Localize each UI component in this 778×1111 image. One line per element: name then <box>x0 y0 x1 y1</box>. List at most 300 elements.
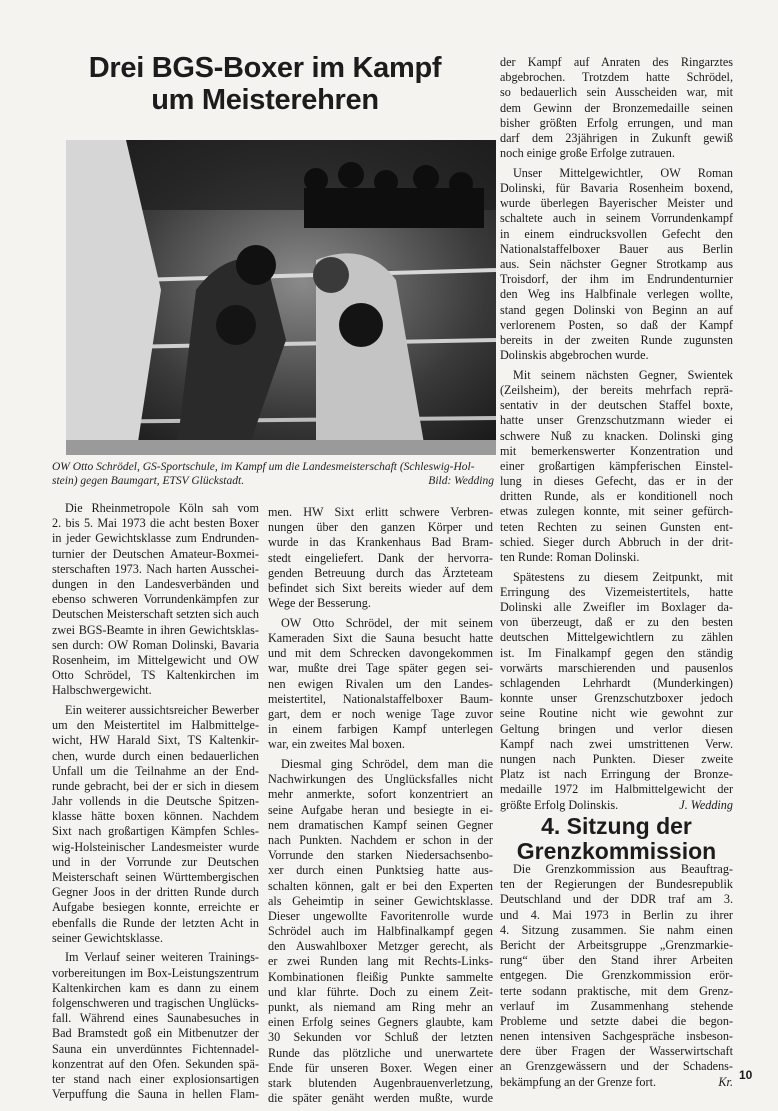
paragraph <box>52 501 259 698</box>
text-line-content: war, mußte drei Tage später gegen sei- <box>268 661 493 676</box>
text-line-content: war, ein zweites Mal boxen. <box>268 737 405 752</box>
text-line-content: Spätestens zu diesem Zeitpunkt, mit <box>513 569 733 584</box>
text-line-content: Kameraden Sixt die Sauna besucht hatte <box>268 631 493 645</box>
text-line <box>52 547 259 562</box>
text-line <box>268 909 493 924</box>
text-line <box>500 676 733 691</box>
second-article-heading <box>500 814 733 864</box>
text-line-content: in einem eindrucksvollen Gefecht den <box>500 226 733 241</box>
text-line-content: Die Rheinmetropole Köln sah vom <box>65 501 259 515</box>
text-line-content: xer durch einen Punktsieg hatte aus- <box>268 863 493 878</box>
text-line <box>52 703 259 718</box>
text-line <box>52 764 259 779</box>
text-line-content: stedt eingeliefert. Dank der hervorra- <box>268 550 493 565</box>
text-line-content: Meisterschaft seinen Württembergischen <box>52 870 259 884</box>
text-line <box>52 931 259 946</box>
text-line <box>500 444 733 459</box>
text-line-content: seiner Gewichtsklasse. <box>52 930 164 945</box>
text-line <box>52 1042 259 1057</box>
text-line-content: dritten Runde, als er konditionell noch <box>500 489 733 504</box>
text-line-content: bekämpfung an der Grenze fort. <box>500 1074 656 1089</box>
text-line-content: 4. Sitzung zusammen. Sie nahm einen <box>500 922 733 937</box>
text-line-content: Mit seinem nächsten Gegner, Swientek <box>513 367 733 382</box>
text-line <box>268 1091 493 1106</box>
text-line <box>52 501 259 516</box>
text-line <box>268 707 493 722</box>
text-line <box>268 757 493 772</box>
text-line <box>52 638 259 653</box>
text-line-content: OW Otto Schrödel, der mit seinem <box>281 615 493 630</box>
text-line <box>500 85 733 100</box>
text-line-content: teten Rechten zu seinen Gunsten ent- <box>500 519 733 534</box>
text-line <box>500 1044 733 1059</box>
text-line <box>268 1030 493 1045</box>
text-line-content: Kampf nach zwei umstrittenen Verw. <box>500 736 733 751</box>
text-line-content: schalten können, galt er bei den Experten <box>268 878 493 893</box>
text-line <box>500 782 733 797</box>
text-line-content: runde gebracht, bei der er sich in diesem <box>52 778 259 793</box>
text-line <box>500 737 733 752</box>
text-line <box>500 600 733 615</box>
text-line <box>500 272 733 287</box>
text-line <box>268 772 493 787</box>
text-line <box>268 1061 493 1076</box>
text-line-content: Ende für unseren Boxer. Wegen einer <box>268 1060 493 1075</box>
text-line <box>500 257 733 272</box>
text-line-content: schlagenden Lehrhardt (Munderkingen) <box>500 676 733 690</box>
text-line <box>500 1029 733 1044</box>
text-line-content: verlorenem Posten, so daß der Kampf <box>500 317 733 332</box>
text-line-content: meistertitel, Nationalstaffelboxer Baum- <box>268 691 493 706</box>
text-line <box>52 855 259 870</box>
text-line <box>500 429 733 444</box>
text-line <box>268 566 493 581</box>
text-line <box>52 1072 259 1087</box>
text-line-content: wig-Holsteinischer Landesmeister wurde <box>52 839 259 854</box>
text-line-content: Deutschland und der DDR traf am 3. <box>500 892 733 907</box>
text-line <box>52 779 259 794</box>
text-line <box>500 318 733 333</box>
text-line-content: Bericht der Arbeitsgruppe „Grenzmarkie- <box>500 937 733 952</box>
photo-caption <box>52 460 494 488</box>
text-line-content: etwas zulegen konnte, mit seiner gefürch- <box>500 504 733 519</box>
text-line <box>268 520 493 535</box>
text-line-content: Dolinski alle Zweifler im Boxlager da- <box>500 600 733 615</box>
text-line <box>52 950 259 965</box>
text-line-content: folgenschweren und tragischen Unglücks- <box>52 996 259 1010</box>
text-line <box>268 692 493 707</box>
text-line <box>268 581 493 596</box>
paragraph <box>268 616 493 753</box>
text-line <box>500 767 733 782</box>
text-line-content: seine Routine nicht wie gewohnt zur <box>500 706 733 721</box>
text-line-content: und 4. Mai 1973 in Berlin zu ihrer <box>500 907 733 922</box>
text-line-content: rung“ über den Stand ihrer Arbeiten <box>500 953 733 968</box>
paragraph <box>52 950 259 1102</box>
text-line-content: in jeder Gewichtsklasse zum Endrunden- <box>52 531 259 546</box>
text-line-content: er zwei Runden lang mit Rechts-Links- <box>268 954 493 969</box>
text-line <box>52 794 259 809</box>
text-line <box>500 798 733 813</box>
text-line <box>268 737 493 752</box>
text-line <box>500 752 733 767</box>
text-line <box>500 630 733 645</box>
text-line-content: nen ewigen Rivalen um den Landes- <box>268 676 493 691</box>
photo-credit: Bild: Wedding <box>428 475 494 487</box>
text-line-content: und klar führte. Doch zu einem Zeit- <box>268 984 493 999</box>
text-line-content: Bad Bramstedt goß ein Mitbenutzer der <box>52 1026 259 1041</box>
text-line-content: Platz ist nach Erringung der Bronze- <box>500 767 733 782</box>
text-line <box>500 722 733 737</box>
text-line-content: Jahr vollends in die Deutsche Spitzen- <box>52 794 259 809</box>
text-line <box>52 1057 259 1072</box>
text-line-content: stark blutenden Augenbrauenverletzung, <box>268 1075 493 1090</box>
text-line <box>500 646 733 661</box>
text-line-content: Rosenheim, im Mittelgewicht und OW <box>52 652 259 667</box>
text-line-content: wurde in das Krankenhaus Bad Bram- <box>268 535 493 550</box>
text-line <box>500 287 733 302</box>
text-line <box>268 833 493 848</box>
text-line <box>500 101 733 116</box>
text-line-content: einen Erfolg seines Gegners glaubte, kam <box>268 1015 493 1030</box>
text-line <box>500 968 733 983</box>
text-line <box>268 970 493 985</box>
text-line-content: chen, wurde durch einen bedauerlichen <box>52 748 259 763</box>
text-line <box>268 722 493 737</box>
text-line <box>268 535 493 550</box>
body-column-3 <box>500 55 733 817</box>
text-line <box>500 242 733 257</box>
text-line <box>500 303 733 318</box>
text-line-content: terte sodann praktische, mit dem Grenz- <box>500 983 733 998</box>
text-line-content: konnte unser Grenzschutzboxer jedoch <box>500 691 733 706</box>
text-line-content: in einem farbigen Kampf unterlegen <box>268 722 493 737</box>
text-line <box>52 531 259 546</box>
text-line <box>52 718 259 733</box>
text-line-content: schaltete auch in seinem Vorrundenkampf <box>500 211 733 226</box>
text-line <box>52 733 259 748</box>
text-line-content: Unser Mittelgewichtler, OW Roman <box>513 165 733 180</box>
text-line <box>500 535 733 550</box>
text-line-content: Diesmal ging Schrödel, dem man die <box>281 757 493 771</box>
text-line-content: vorbereitungen im Box-Leistungszentrum <box>52 965 259 980</box>
text-line-content: Unfall um die Teilnahme an der End- <box>52 763 259 778</box>
text-line-content: den Auswahlboxer Metzger gerecht, als <box>268 939 493 954</box>
caption-line-1: OW Otto Schrödel, GS-Sportschule, im Kampf um die Landesmeisterschaft (Schleswig-Hol- <box>52 461 475 473</box>
text-line-content: Otto Schrödel, TS Kaltenkirchen im <box>52 668 259 683</box>
text-line-content: noch einige große Erfolge zutrauen. <box>500 146 675 161</box>
text-line-content: nenen intensiven Sachgespräche insbeson- <box>500 1029 733 1044</box>
text-line-content: ist. Im Finalkampf gegen den ständig <box>500 645 733 660</box>
text-line-content: Schrödel auch im Halbfinalkampf gegen <box>268 924 493 939</box>
text-line-content: Im Verlauf seiner weiteren Trainings- <box>65 950 259 965</box>
text-line <box>268 954 493 969</box>
paragraph <box>500 55 733 161</box>
text-line <box>500 953 733 968</box>
text-line-content: Ein weiterer aussichtsreicher Bewerber <box>65 702 259 717</box>
text-line-content: einer großartigen kämpferischen Einstel- <box>500 458 733 473</box>
body-column-1 <box>52 501 259 1107</box>
text-line-content: Sauna ein unverdünntes Fichtennadel- <box>52 1041 259 1056</box>
text-line-content: Sixt nach großartigen Kämpfen Schles- <box>52 824 259 839</box>
text-line <box>52 885 259 900</box>
text-line-content: wicht, HW Harald Sixt, TS Kaltenkir- <box>52 733 259 748</box>
text-line <box>500 550 733 565</box>
text-line-content: Gegner Joos in der dritten Runde durch <box>52 885 259 900</box>
text-line-content: Probleme und setzte dabei die begon- <box>500 1013 733 1028</box>
text-line <box>268 818 493 833</box>
text-line <box>52 577 259 592</box>
text-line <box>268 505 493 520</box>
text-line-content: punkt, als niemand am Ring mehr an <box>268 1000 493 1014</box>
text-line-content: Aufgabe besiegen konnte, erreichte er <box>52 900 259 915</box>
text-line <box>52 668 259 683</box>
heading-line-1: 4. Sitzung der <box>541 813 692 839</box>
text-line <box>500 459 733 474</box>
text-line <box>52 996 259 1011</box>
text-line <box>52 592 259 607</box>
text-line-content: sen durch: OW Roman Dolinski, Bavaria <box>52 637 259 652</box>
text-line-content: entgegen. Die Grenzkommission erör- <box>500 968 733 983</box>
text-line <box>268 646 493 661</box>
text-line-content: Dolinski, für Bavaria Rosenheim boxend, <box>500 181 733 195</box>
text-line-content: Runde das plötzliche und unerwartete <box>268 1045 493 1060</box>
text-line-content: an Grenzgewässern und der Schadens- <box>500 1059 733 1074</box>
text-line <box>52 1087 259 1102</box>
text-line-content: Erringung des Vizemeistertitels, hatte <box>500 584 733 599</box>
text-line-content: Verpuffung die Sauna in hellen Flam- <box>52 1087 259 1102</box>
paragraph <box>500 368 733 565</box>
text-line <box>500 908 733 923</box>
text-line-content: ten Runde: Roman Dolinski. <box>500 550 640 564</box>
text-line-content: hatte unser Grenzschutzmann wieder ei <box>500 413 733 428</box>
text-line <box>268 894 493 909</box>
text-line-content: aus. Sein nächster Gegner Strotkamp aus <box>500 256 733 271</box>
text-line-content: ebenfalls die Runde der letzten Acht in <box>52 915 259 930</box>
text-line-content: genden Betreuung durch das Ärzteteam <box>268 565 493 580</box>
text-line <box>268 1046 493 1061</box>
text-line <box>500 348 733 363</box>
text-line-content: darf dem 23jährigen in Zukunft gewiß <box>500 130 733 145</box>
text-line-content: ebenso schweren Vorrundenkämpfen zur <box>52 592 259 607</box>
text-line <box>52 516 259 531</box>
text-line-content: mehr anmerkte, sofort konzentriert an <box>268 787 493 802</box>
text-line <box>268 1076 493 1091</box>
text-line <box>500 984 733 999</box>
text-line <box>52 562 259 577</box>
text-line <box>500 1059 733 1074</box>
text-line <box>500 706 733 721</box>
text-line <box>500 504 733 519</box>
text-line <box>500 615 733 630</box>
text-line <box>52 607 259 622</box>
text-line <box>500 181 733 196</box>
text-line <box>500 116 733 131</box>
text-line-content: vorwärts marschierenden und pausenlos <box>500 660 733 675</box>
text-line-content: größte Erfolg Dolinskis. <box>500 797 619 812</box>
text-line-content: Vorrunde den starken Niedersachsenbo- <box>268 848 493 863</box>
text-line <box>268 1000 493 1015</box>
text-line <box>500 131 733 146</box>
text-line-content: medaille 1972 im Halbmittelgewicht der <box>500 782 733 797</box>
paragraph <box>268 757 493 1106</box>
text-line-content: so bedauerlich sein Ausscheiden war, mit <box>500 85 733 100</box>
text-line-content: dungen in den Landesverbänden und <box>52 576 259 591</box>
text-line-content: und in der Vorrunde zur Deutschen <box>52 854 259 869</box>
text-line-content: fall. Während eines Saunabesuches in <box>52 1011 259 1026</box>
text-line <box>52 981 259 996</box>
caption-line-2: stein) gegen Baumgart, ETSV Glückstadt. <box>52 475 245 487</box>
text-line-content: 2. bis 5. Mai 1973 die acht besten Boxer <box>52 516 259 531</box>
text-line <box>268 848 493 863</box>
text-line-content: 30 Sekunden vor Schluß der letzten <box>268 1030 493 1045</box>
text-line <box>268 596 493 611</box>
text-line-content: sterschaften 1973. Nach harten Ausschei- <box>52 561 259 576</box>
text-line <box>500 196 733 211</box>
text-line <box>52 916 259 931</box>
text-line <box>500 862 733 877</box>
text-line-content: turnier der Deutschen Amateur-Boxmei- <box>52 546 259 561</box>
text-line <box>268 924 493 939</box>
text-line-content: Dieser ungewollte Favoritenrolle wurde <box>268 908 493 923</box>
text-line-content: bereits in der zweiten Runde zugunsten <box>500 332 733 347</box>
page-number: 10 <box>739 1068 753 1082</box>
text-line <box>500 489 733 504</box>
text-line-content: (Zeilsheim), der bereits mehrfach reprä- <box>500 382 733 397</box>
text-line <box>52 749 259 764</box>
text-line <box>268 631 493 646</box>
text-line-content: Troisdorf, der ihm im Endrundenturnier <box>500 272 733 287</box>
article-title <box>60 52 470 116</box>
text-line-content: lung in dieses Gefecht, das er in der <box>500 474 733 489</box>
text-line <box>500 877 733 892</box>
paragraph <box>500 166 733 363</box>
text-line <box>52 900 259 915</box>
text-line-content: der Kampf auf Anraten des Ringarztes <box>500 55 733 69</box>
text-line-content: mit bemerkenswerter Konzentration und <box>500 443 733 458</box>
text-line <box>500 691 733 706</box>
paragraph <box>52 703 259 946</box>
text-line-content: sentativ in der deutschen Staffel boxte, <box>500 398 733 413</box>
text-line <box>268 551 493 566</box>
text-line <box>268 985 493 1000</box>
text-line <box>500 55 733 70</box>
text-line-content: und mit dem Schrecken davongekommen <box>268 646 493 661</box>
text-line <box>268 863 493 878</box>
text-line <box>268 1015 493 1030</box>
text-line-content: men. HW Sixt erlitt schwere Verbren- <box>268 505 493 519</box>
second-article-body <box>500 862 733 1094</box>
body-column-2 <box>268 505 493 1111</box>
text-line-content: zwei BGS-Beamte in ihren Gewichtsklas- <box>52 622 259 637</box>
text-line <box>52 1011 259 1026</box>
text-line-content: von überzeugt, daß er zu den besten <box>500 615 733 630</box>
text-line <box>500 166 733 181</box>
text-line-content: konzentrat auf den Ofen. Sekunden spä- <box>52 1056 259 1071</box>
text-line <box>500 520 733 535</box>
text-line-content: stand gegen Dolinski von Beginn an auf <box>500 302 733 317</box>
title-line-2: um Meisterehren <box>151 84 379 116</box>
text-line-content: ten der Regierungen der Bundesrepublik <box>500 877 733 892</box>
text-line <box>268 803 493 818</box>
text-line <box>268 677 493 692</box>
text-line-content: als Geheimtip in seiner Gewichtsklasse. <box>268 893 493 908</box>
text-line <box>268 616 493 631</box>
heading-line-2: Grenzkommission <box>516 838 717 864</box>
text-line <box>500 938 733 953</box>
text-line-content: Deutschen Meisterschaft setzten sich auch <box>52 607 259 622</box>
text-line-content: klasse hätte boxen können. Nachdem <box>52 809 259 824</box>
text-line <box>52 1026 259 1041</box>
text-line <box>52 966 259 981</box>
text-line-content: nungen nach Punkten. Dieser zweite <box>500 751 733 766</box>
text-line-content: deutschen Mittelgewichtlern zu zählen <box>500 630 733 645</box>
text-line-content: nach Punkten. Nachdem er schon in der <box>268 832 493 847</box>
paragraph <box>500 570 733 813</box>
text-line <box>52 623 259 638</box>
text-line <box>500 1075 733 1090</box>
text-line <box>500 1014 733 1029</box>
author-signature: J. Wedding <box>679 797 733 812</box>
text-line-content: um den Meistertitel im Halbmittelge- <box>52 718 259 733</box>
text-line <box>500 333 733 348</box>
text-line <box>500 923 733 938</box>
text-line <box>268 879 493 894</box>
text-line <box>500 892 733 907</box>
text-line-content: die später genäht werden mußte, wurde <box>268 1091 493 1106</box>
text-line <box>500 383 733 398</box>
text-line <box>268 661 493 676</box>
text-line <box>500 413 733 428</box>
text-line-content: dere über Fragen der Wasserwirtschaft <box>500 1044 733 1059</box>
text-line-content: seine Aufgabe heran und besiegte in ei- <box>268 802 493 817</box>
text-line-content: Kaltenkirchen kam es dann zu einem <box>52 980 259 995</box>
text-line <box>500 570 733 585</box>
text-line <box>500 70 733 85</box>
paragraph <box>268 505 493 611</box>
text-line-content: schwere Nuß zu knacken. Dolinski ging <box>500 428 733 443</box>
text-line <box>500 661 733 676</box>
text-line <box>500 211 733 226</box>
text-line-content: nungen über den ganzen Körper und <box>268 520 493 535</box>
text-line-content: schied. Sieger durch Abbruch in der drit- <box>500 534 733 549</box>
text-line <box>500 585 733 600</box>
text-line <box>52 683 259 698</box>
text-line-content: nem dramatischen Kampf seinen Gegner <box>268 817 493 832</box>
paragraph <box>500 862 733 1090</box>
text-line <box>500 999 733 1014</box>
text-line-content: Geltung bringen und verlor diesen <box>500 721 733 736</box>
title-line-1: Drei BGS-Boxer im Kampf <box>88 52 442 84</box>
text-line-content: ter stand nach einer explosionsartigen <box>52 1071 259 1086</box>
text-line <box>500 398 733 413</box>
text-line <box>268 939 493 954</box>
text-line <box>52 809 259 824</box>
text-line-content: abgebrochen. Trotzdem hatte Schrödel, <box>500 70 733 85</box>
text-line-content: dem Gewinn der Bronzemedaille seinen <box>500 100 733 115</box>
text-line-content: Wege der Besserung. <box>268 596 371 611</box>
text-line-content: befindet sich Sixt bereits wieder auf dem <box>268 580 493 595</box>
text-line-content: Nachwirkungen des Unglücksfalles nicht <box>268 772 493 787</box>
author-signature: Kr. <box>718 1074 733 1089</box>
text-line-content: gart, dem er noch wenige Tage zuvor <box>268 706 493 721</box>
text-line <box>500 474 733 489</box>
text-line-content: Halbschwergewicht. <box>52 683 152 698</box>
text-line-content: Kombinationen fleißig Punkte sammelte <box>268 969 493 984</box>
text-line <box>500 227 733 242</box>
text-line-content: wurde überlegen Bayerischer Meister und <box>500 196 733 211</box>
text-line <box>500 146 733 161</box>
